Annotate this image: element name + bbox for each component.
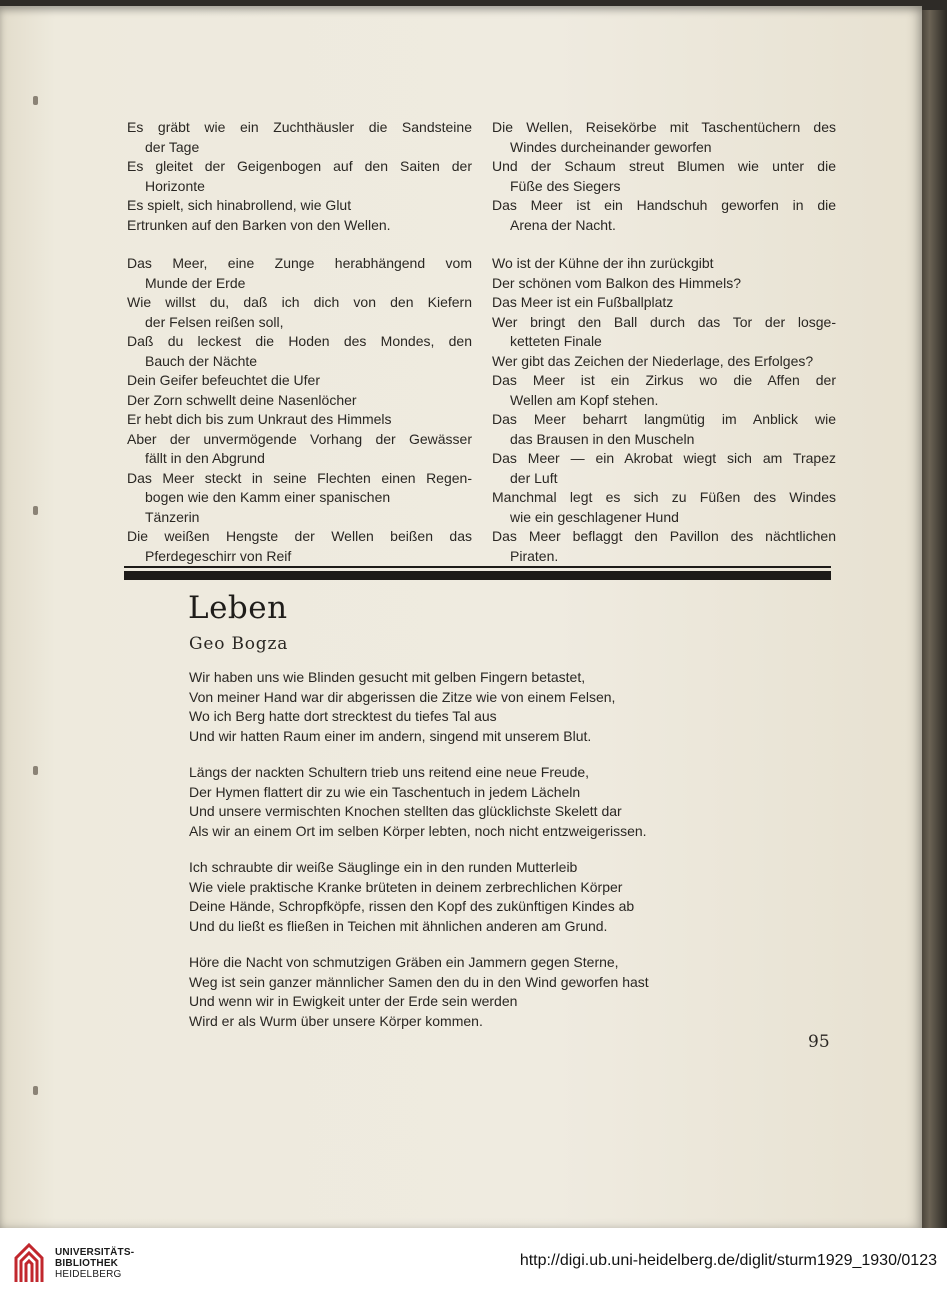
poem-line: Ich schraubte dir weiße Säuglinge ein in den runden Mutterleib xyxy=(189,859,578,875)
verse-line: Das Meer beharrt langmütig im Anblick wie xyxy=(492,411,836,427)
poem-stanza xyxy=(189,763,769,841)
verse-line: Bauch der Nächte xyxy=(145,352,258,369)
poem-line: Als wir an einem Ort im selben Körper lebten, noch nicht entzweigerissen. xyxy=(189,822,647,839)
verse-line: Pferdegeschirr von Reif xyxy=(145,547,292,564)
book-edge xyxy=(918,10,947,1228)
poem-line: Und wenn wir in Ewigkeit unter der Erde sein werden xyxy=(189,993,518,1009)
verse-line: Der Zorn schwellt deine Nasenlöcher xyxy=(127,391,357,408)
verse-line: Das Meer beflaggt den Pavillon des nächtlichen xyxy=(492,528,836,544)
poem-stanza xyxy=(189,858,769,936)
verse-line: Das Meer ist ein Zirkus wo die Affen der xyxy=(492,372,836,388)
verse-line: das Brausen in den Muscheln xyxy=(510,430,695,447)
poem-stanza xyxy=(189,953,769,1031)
library-logo-icon[interactable] xyxy=(10,1238,48,1286)
verse-line: Windes durcheinander geworfen xyxy=(510,138,712,155)
poem-line: Und unsere vermischten Knochen stellten das glücklichste Skelett dar xyxy=(189,803,622,819)
verse-line: der Felsen reißen soll, xyxy=(145,313,284,330)
logo-line-2: BIBLIOTHEK xyxy=(55,1258,119,1269)
verse-line: Er hebt dich bis zum Unkraut des Himmels xyxy=(127,411,392,427)
permalink-url[interactable]: http://digi.ub.uni-heidelberg.de/diglit/sturm1929_1930/0123 xyxy=(519,1252,937,1269)
verse-line: Wer gibt das Zeichen der Niederlage, des Erfolges? xyxy=(492,352,814,369)
verse-line: Wer bringt den Ball durch das Tor der losge- xyxy=(492,313,836,330)
verse-line: Daß du leckest die Hoden des Mondes, den xyxy=(127,333,472,349)
binding-hole xyxy=(33,766,38,775)
stanza-gap xyxy=(492,235,836,254)
verse-line: fällt in den Abgrund xyxy=(145,450,265,466)
verse-line: Das Meer ist ein Handschuh geworfen in die xyxy=(492,197,836,213)
verse-line: bogen wie den Kamm einer spanischen xyxy=(145,489,391,505)
verse-line: Aber der unvermögende Vorhang der Gewässer xyxy=(127,430,472,447)
verse-line: Piraten. xyxy=(510,547,559,564)
page-number: 95 xyxy=(808,1032,830,1052)
verse-line: Das Meer ist ein Fußballplatz xyxy=(492,294,674,310)
verse-line: Dein Geifer befeuchtet die Ufer xyxy=(127,372,320,388)
verse-line: Wie willst du, daß ich dich von den Kiefern xyxy=(127,294,472,310)
poem-line: Und du ließt es fließen in Teichen mit ähnlichen anderen am Grund. xyxy=(189,917,608,934)
verse-line: Füße des Siegers xyxy=(510,177,621,194)
poem-line: Wie viele praktische Kranke brüteten in deinem zerbrechlichen Körper xyxy=(189,878,623,895)
divider-thick-rule xyxy=(124,571,831,580)
verse-line: Arena der Nacht. xyxy=(510,216,616,233)
divider-thin-rule xyxy=(124,566,831,568)
verse-line: Es gleitet der Geigenbogen auf den Saiten der xyxy=(127,158,472,174)
verse-line: der Tage xyxy=(145,138,200,155)
verse-line: Horizonte xyxy=(145,177,205,194)
verse-line: Das Meer steckt in seine Flechten einen Regen- xyxy=(127,469,472,486)
verse-line: Wo ist der Kühne der ihn zurückgibt xyxy=(492,255,714,271)
verse-line: Wellen am Kopf stehen. xyxy=(510,391,659,408)
logo-line-3: HEIDELBERG xyxy=(55,1269,122,1280)
poem-stanza xyxy=(189,668,769,746)
verse-line: Die weißen Hengste der Wellen beißen das xyxy=(127,528,472,544)
poem-line: Höre die Nacht von schmutzigen Gräben ein Jammern gegen Sterne, xyxy=(189,954,619,970)
verse-line: Das Meer — ein Akrobat wiegt sich am Trapez xyxy=(492,450,836,466)
verse-line: wie ein geschlagener Hund xyxy=(510,508,679,525)
poem-author: Geo Bogza xyxy=(189,634,289,654)
library-logo-text[interactable] xyxy=(55,1247,134,1280)
poem-line: Und wir hatten Raum einer im andern, singend mit unserem Blut. xyxy=(189,727,592,744)
binding-hole xyxy=(33,96,38,105)
poem-line: Längs der nackten Schultern trieb uns reitend eine neue Freude, xyxy=(189,764,590,780)
verse-line: Es gräbt wie ein Zuchthäusler die Sandsteine xyxy=(127,119,472,135)
poem-line: Wird er als Wurm über unsere Körper kommen. xyxy=(189,1012,483,1029)
verse-line: Die Wellen, Reisekörbe mit Taschentüchern des xyxy=(492,119,836,135)
poem-line: Der Hymen flattert dir zu wie ein Taschentuch in jedem Lächeln xyxy=(189,783,581,800)
verse-line: Munde der Erde xyxy=(145,274,246,291)
poem-line: Weg ist sein ganzer männlicher Samen den du in den Wind geworfen hast xyxy=(189,973,649,990)
poem-line: Wir haben uns wie Blinden gesucht mit gelben Fingern betastet, xyxy=(189,669,586,685)
poem-line: Von meiner Hand war dir abgerissen die Zitze wie von einem Felsen, xyxy=(189,688,616,705)
section-divider xyxy=(124,566,831,580)
verse-line: Der schönen vom Balkon des Himmels? xyxy=(492,274,741,291)
verse-line: Es spielt, sich hinabrollend, wie Glut xyxy=(127,197,352,213)
verse-line: Das Meer, eine Zunge herabhängend vom xyxy=(127,255,472,271)
binding-hole xyxy=(33,506,38,515)
poem-column-left xyxy=(127,118,472,566)
poem-body xyxy=(189,668,769,1048)
viewer-footer xyxy=(0,1228,947,1297)
verse-line: ketteten Finale xyxy=(510,333,602,349)
poem-line: Deine Hände, Schropfköpfe, rissen den Kopf des zukünftigen Kindes ab xyxy=(189,898,635,914)
verse-line: Ertrunken auf den Barken von den Wellen. xyxy=(127,216,391,233)
poem-line: Wo ich Berg hatte dort strecktest du tiefes Tal aus xyxy=(189,708,497,724)
binding-hole xyxy=(33,1086,38,1095)
verse-line: Und der Schaum streut Blumen wie unter die xyxy=(492,158,836,174)
verse-line: Manchmal legt es sich zu Füßen des Windes xyxy=(492,489,836,505)
poem-column-right xyxy=(492,118,836,566)
logo-line-1: UNIVERSITÄTS- xyxy=(55,1247,135,1258)
poem-title: Leben xyxy=(188,590,288,626)
stanza-gap xyxy=(127,235,472,254)
verse-line: Tänzerin xyxy=(145,508,200,525)
verse-line: der Luft xyxy=(510,469,558,486)
